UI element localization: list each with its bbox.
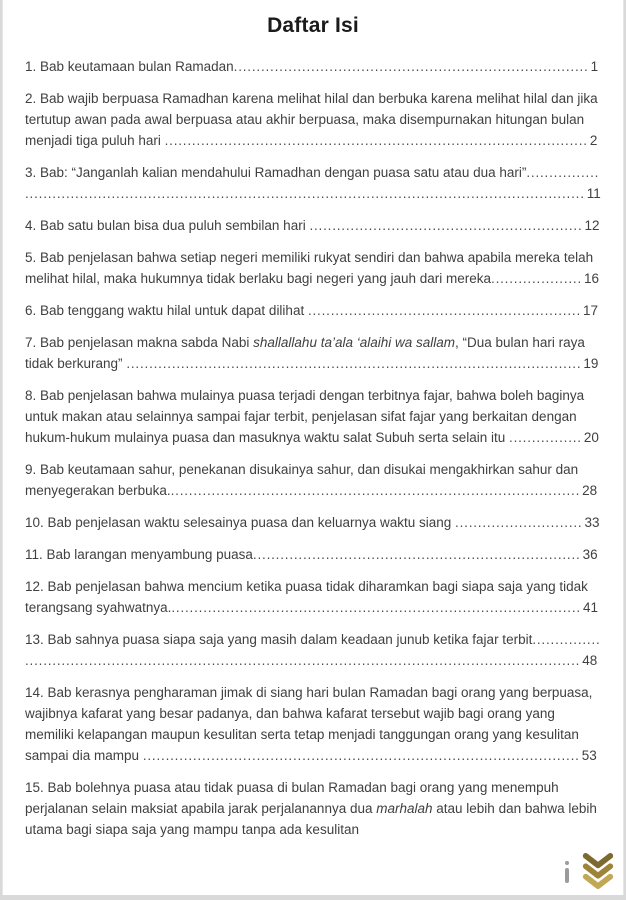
dot-leader: ​.​.​.​.​.​.​.​.​.​.​.​.​.​.​.​.​ (509, 430, 582, 445)
toc-entry[interactable] (25, 682, 601, 766)
toc-page-number: 33 (584, 515, 600, 530)
toc-page-number: 17 (583, 303, 599, 318)
toc-entry[interactable] (25, 247, 601, 289)
toc-entry[interactable] (25, 215, 601, 236)
dot-leader: ​.​.​.​.​.​.​.​.​.​.​.​.​.​.​.​.​.​.​.​.​.​.​.​.​.​.​.​.​.​.​.​.​.​.​.​.​.​.​.​.​.​.​.​.​.​.​.​.​.​.​.​.​.​.​.​.​.​.​.​.​.​.​.​.​.​.​.​.​.​.​.​.​.​.​.​.​.​.​.​.​.​.​.​.​.​.​.​.​.​.​.​.​.​.​.​.​.​.​.​.​ (126, 356, 582, 371)
toc-entry-text: 7. Bab penjelasan makna sabda Nabi (25, 335, 254, 350)
toc-entry-text: 11. Bab larangan menyambung puasa (25, 547, 253, 562)
toc-entry-text: 12. Bab penjelasan bahwa mencium ketika puasa tidak diharamkan bagi siapa saja yang tidak terangsang syahwatnya. (25, 579, 588, 615)
toc-entry[interactable] (25, 576, 601, 618)
toc-entry[interactable] (25, 56, 601, 77)
toc-entry-text: 6. Bab tenggang waktu hilal untuk dapat dilihat (25, 303, 308, 318)
toc-entry-text: 13. Bab sahnya puasa siapa saja yang masih dalam keadaan junub ketika fajar terbit (25, 632, 533, 647)
dot-leader: ​.​.​.​.​.​.​.​.​.​.​.​.​.​.​.​.​.​.​.​.​ (491, 271, 583, 286)
dot-leader: ​.​.​.​.​.​.​.​.​.​.​.​.​.​.​.​.​.​.​.​.​.​.​.​.​.​.​.​.​.​.​.​.​.​.​.​.​.​.​.​.​.​.​.​.​.​.​.​.​.​.​.​.​.​.​.​.​.​.​.​.​.​.​.​.​.​.​.​.​.​.​.​.​.​.​.​.​.​.​.​.​.​.​.​.​.​.​.​.​.​.​ (170, 483, 581, 498)
toc-entry-text: 2. Bab wajib berpuasa Ramadhan karena melihat hilal dan berbuka karena melihat hilal dan jika tertutup awan pada awal berpuasa atau akhir berpuasa, maka disempurnakan hitungan bulan menjadi tiga puluh hari (25, 91, 598, 148)
toc-entry-text: 8. Bab penjelasan bahwa mulainya puasa terjadi dengan terbitnya fajar, bahwa boleh baginya untuk makan atau selainnya sampai fajar terbit, penjelasan sifat fajar yang berkaitan dengan hukum-hukum mulainya puasa dan masuknya waktu salat Subuh serta selain itu (25, 388, 585, 445)
toc-entry[interactable] (25, 459, 601, 501)
dot-leader: ​.​.​.​.​.​.​.​.​.​.​.​.​.​.​.​.​.​.​.​.​.​.​.​.​.​.​.​.​.​.​.​.​.​.​.​.​.​.​.​.​.​.​.​.​.​.​.​.​.​.​.​.​.​.​.​.​.​.​.​.​.​.​.​.​.​.​.​.​.​.​.​.​.​.​.​.​.​.​ (233, 59, 589, 74)
toc-entry-text: 1. Bab keutamaan bulan Ramadan (25, 59, 234, 74)
toc-entry-text-italic: marhalah (376, 801, 433, 816)
toc-entry[interactable] (25, 332, 601, 374)
toc-entry-text: 3. Bab: “Janganlah kalian mendahului Ramadhan dengan puasa satu atau dua hari” (25, 165, 527, 180)
toc-entry-text: 10. Bab penjelasan waktu selesainya puasa dan keluarnya waktu siang (25, 515, 456, 530)
toc-page-number: 11 (586, 186, 601, 201)
toc-page-number: 19 (583, 356, 599, 371)
toc-entry-text: , “Dua bulan hari raya tidak berkurang” (25, 335, 585, 371)
toc-entry[interactable] (25, 544, 601, 565)
toc-page-number: 1 (590, 59, 599, 74)
dot-leader: ​.​.​.​.​.​.​.​.​.​.​.​.​.​.​.​.​.​.​.​.​.​.​.​.​.​.​.​.​.​.​.​.​.​.​.​.​.​.​.​.​.​.​.​.​.​.​.​.​.​.​.​.​.​.​.​.​.​.​.​.​.​.​.​.​.​.​.​.​.​.​.​.​.​.​.​.​.​.​.​.​.​.​.​.​.​.​.​.​.​.​.​.​.​.​.​.​.​.​.​.​.​.​.​.​.​.​.​.​.​.​.​.​.​.​.​.​.​.​.​.​.​.​.​.​.​.​.​.​.​.​.​.​.​.​.​.​.​ (25, 632, 601, 668)
toc-entry[interactable] (25, 777, 601, 840)
toc-entry[interactable] (25, 88, 601, 151)
toc-page-number: 2 (589, 133, 598, 148)
toc-entry[interactable] (25, 300, 601, 321)
scroll-handle-icon[interactable] (565, 868, 569, 883)
toc-page-number: 12 (584, 218, 600, 233)
toc-page-number: 48 (582, 653, 598, 668)
toc-page-number: 16 (584, 271, 600, 286)
dot-leader: ​.​.​.​.​.​.​.​.​.​.​.​.​.​.​.​.​.​.​.​.​.​.​.​.​.​.​.​.​.​.​.​.​.​.​.​.​.​.​.​.​.​.​.​.​.​.​.​.​.​.​.​.​.​.​.​.​.​.​.​.​.​.​.​.​.​.​.​.​.​.​.​.​.​.​.​.​.​.​.​.​.​.​.​.​.​.​.​.​.​.​ (171, 600, 581, 615)
toc-entry[interactable] (25, 162, 601, 204)
toc-list (25, 56, 601, 840)
toc-page-number: 20 (583, 430, 599, 445)
dot-leader: ​.​.​.​.​.​.​.​.​.​.​.​.​.​.​.​.​.​.​.​.​.​.​.​.​.​.​.​.​ (455, 515, 583, 530)
toc-entry-text: 4. Bab satu bulan bisa dua puluh sembilan hari (25, 218, 310, 233)
page-title: Daftar Isi (267, 14, 359, 37)
dot-leader: ​.​.​.​.​.​.​.​.​.​.​.​.​.​.​.​.​.​.​.​.​.​.​.​.​.​.​.​.​.​.​.​.​.​.​.​.​.​.​.​.​.​.​.​.​.​.​.​.​.​.​.​.​.​.​.​.​.​.​.​.​ (307, 303, 581, 318)
dot-leader: ​.​.​.​.​.​.​.​.​.​.​.​.​.​.​.​.​.​.​.​.​.​.​.​.​.​.​.​.​.​.​.​.​.​.​.​.​.​.​.​.​.​.​.​.​.​.​.​.​.​.​.​.​.​.​.​.​.​.​.​.​.​.​.​.​.​.​.​.​.​.​.​.​ (252, 547, 581, 562)
toc-entry[interactable] (25, 512, 601, 533)
toc-page-number: 28 (582, 483, 598, 498)
toc-entry-text: 9. Bab keutamaan sahur, penekanan disukainya sahur, dan disukai mengakhirkan sahur dan menyegerakan berbuka. (25, 462, 579, 498)
scroll-controls (565, 850, 616, 892)
chevrons-down-icon[interactable] (580, 850, 616, 892)
toc-page-number: 36 (582, 547, 598, 562)
toc-page-number: 41 (582, 600, 598, 615)
book-page (2, 0, 624, 895)
dot-leader: ​.​.​.​.​.​.​.​.​.​.​.​.​.​.​.​.​.​.​.​.​.​.​.​.​.​.​.​.​.​.​.​.​.​.​.​.​.​.​.​.​.​.​.​.​.​.​.​.​.​.​.​.​.​.​.​.​.​.​.​.​.​.​.​.​.​.​.​.​.​.​.​.​.​.​.​.​.​.​.​.​.​.​.​.​.​.​.​.​.​.​.​.​.​.​.​.​ (142, 748, 580, 763)
dot-leader: ​.​.​.​.​.​.​.​.​.​.​.​.​.​.​.​.​.​.​.​.​.​.​.​.​.​.​.​.​.​.​.​.​.​.​.​.​.​.​.​.​.​.​.​.​.​.​.​.​.​.​.​.​.​.​.​.​.​.​.​.​ (309, 218, 583, 233)
dot-leader: ​.​.​.​.​.​.​.​.​.​.​.​.​.​.​.​.​.​.​.​.​.​.​.​.​.​.​.​.​.​.​.​.​.​.​.​.​.​.​.​.​.​.​.​.​.​.​.​.​.​.​.​.​.​.​.​.​.​.​.​.​.​.​.​.​.​.​.​.​.​.​.​.​.​.​.​.​.​.​.​.​.​.​.​.​.​.​.​.​.​.​.​.​.​ (164, 133, 588, 148)
dot-leader: ​.​.​.​.​.​.​.​.​.​.​.​.​.​.​.​.​.​.​.​.​.​.​.​.​.​.​.​.​.​.​.​.​.​.​.​.​.​.​.​.​.​.​.​.​.​.​.​.​.​.​.​.​.​.​.​.​.​.​.​.​.​.​.​.​.​.​.​.​.​.​.​.​.​.​.​.​.​.​.​.​.​.​.​.​.​.​.​.​.​.​.​.​.​.​.​.​.​.​.​.​.​.​.​.​.​.​.​.​.​.​.​.​.​.​.​.​.​.​.​.​.​.​.​.​.​.​.​.​.​.​.​.​.​.​.​.​.​.​.​ (25, 165, 600, 201)
toc-entry-text: 14. Bab kerasnya pengharaman jimak di siang hari bulan Ramadan bagi orang yang berpuasa, wajibnya kafarat yang besar padanya, dan bahwa kafarat tersebut wajib bagi orang yang memiliki kelapangan maupun kesulitan serta tetap menjadi tanggungan orang yang kesulitan sampai dia mampu (25, 685, 593, 763)
toc-entry[interactable] (25, 385, 601, 448)
toc-page-number: 53 (581, 748, 597, 763)
toc-entry-text: atau lebih dan bahwa lebih utama bagi siapa saja yang mampu tanpa ada kesulitan (25, 801, 597, 837)
toc-entry-text: 5. Bab penjelasan bahwa setiap negeri memiliki rukyat sendiri dan bahwa apabila mereka telah melihat hilal, maka hukumnya tidak berlaku bagi negeri yang jauh dari mereka (25, 250, 594, 286)
toc-entry-text-italic: shallallahu ta’ala ‘alaihi wa sallam (253, 335, 456, 350)
toc-entry-text: 15. Bab bolehnya puasa atau tidak puasa di bulan Ramadan bagi orang yang menempuh perjalanan selain maksiat apabila jarak perjalanannya dua (25, 780, 559, 816)
toc-entry[interactable] (25, 629, 601, 671)
